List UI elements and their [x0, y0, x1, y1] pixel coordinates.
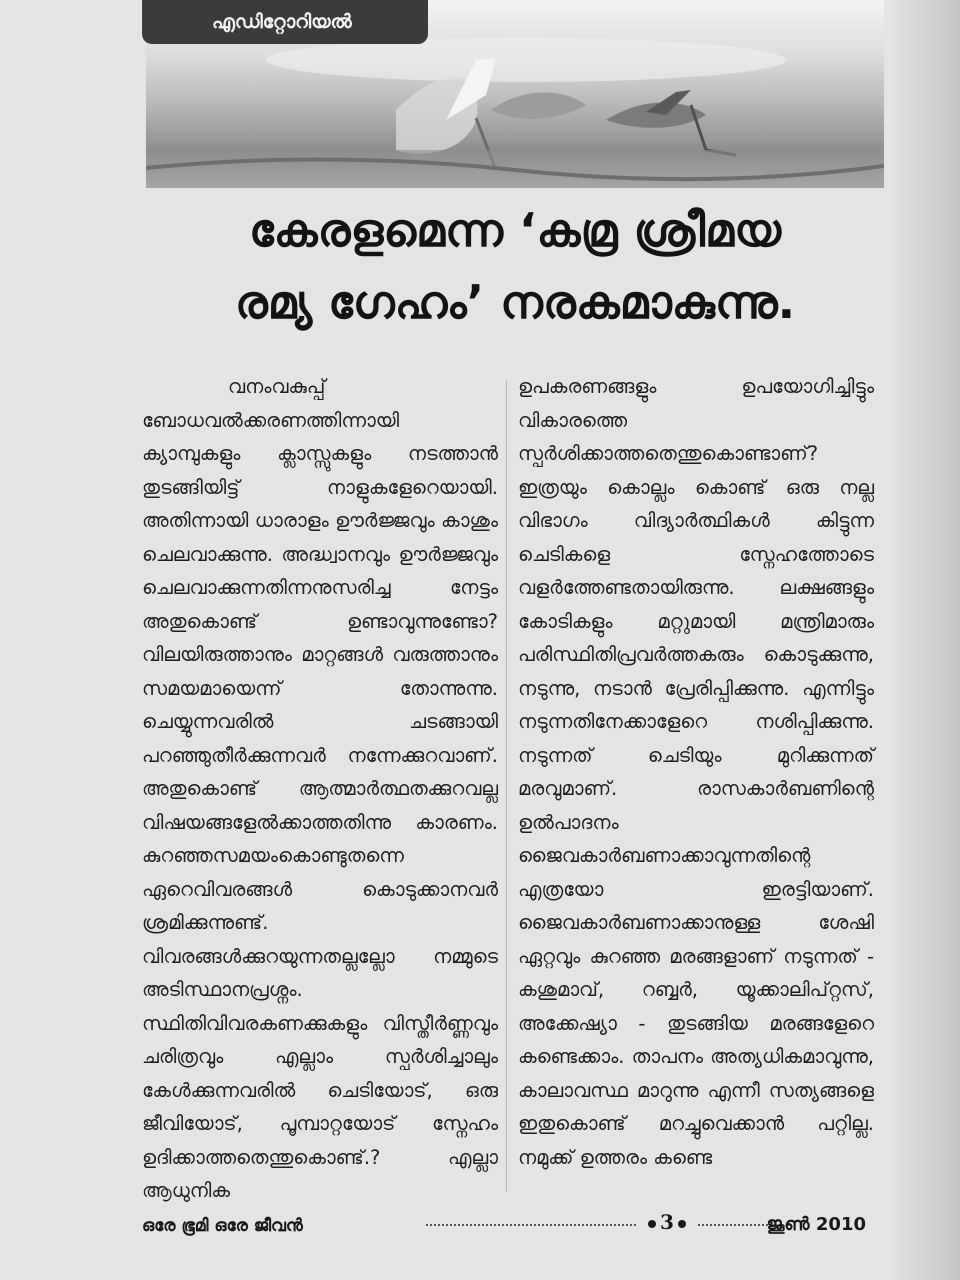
footer-magazine-name: ഒരേ ഭൂമി ഒരേ ജീവൻ: [142, 1216, 303, 1236]
body-right-column: [518, 370, 874, 1174]
headline: [146, 194, 884, 338]
footer-dotted-rule: [426, 1224, 776, 1226]
section-tag: എഡിറ്റോറിയൽ: [142, 0, 428, 44]
body-left-text: വനംവകുപ്പ് ബോധവൽക്കരണത്തിന്നായി ക്യാമ്പുകളും ക്ലാസ്സുകളും നടത്താൻ തുടങ്ങിയിട്ട് നാളുകളേറെയായി. അതിന്നായി ധാരാളം ഊർജ്ജവും കാശും ചെലവാക്കുന്നു. അദ്ധ്വാനവും ഊർജ്ജവും ചെലവാക്കുന്നതിന്നനുസരിച്ച നേട്ടം അതുകൊണ്ട് ഉണ്ടാവുന്നുണ്ടോ? വിലയിരുത്താനും മാറ്റങ്ങൾ വരുത്താനും സമയമായെന്ന് തോന്നുന്നു. ചെയ്യുന്നവരിൽ ചടങ്ങായി പറഞ്ഞുതീർക്കുന്നവർ നന്നേക്കുറവാണ്. അതുകൊണ്ട് ആത്മാർത്ഥതക്കുറവല്ല വിഷയങ്ങളേൽക്കാത്തതിന്നു കാരണം. കുറഞ്ഞസമയംകൊണ്ടുതന്നെ ഏറെവിവരങ്ങൾ കൊടുക്കാനവർ ശ്രമിക്കുന്നുണ്ട്. വിവരങ്ങൾക്കുറയുന്നതല്ലല്ലോ നമ്മുടെ അടിസ്ഥാനപ്രശ്നം. സ്ഥിതിവിവരകണക്കുകളും വിസ്തീർണ്ണവും ചരിത്രവും എല്ലാം സ്പർശിച്ചാലും കേൾക്കുന്നവരിൽ ചെടിയോട്, ഒരു ജീവിയോട്, പൂമ്പാറ്റയോട് സ്നേഹം ഉദിക്കാത്തതെന്തുകൊണ്ട്.? എല്ലാ ആധുനിക: [142, 375, 498, 1202]
page-footer: [142, 1204, 884, 1244]
body-right-text: ഉപകരണങ്ങളും ഉപയോഗിച്ചിട്ടും വികാരത്തെ സ്പർശിക്കാത്തതെന്തുകൊണ്ടാണ്? ഇത്രയും കൊല്ലം കൊണ്ട് ഒരു നല്ല വിഭാഗം വിദ്യാർത്ഥികൾ കിട്ടുന്ന ചെടികളെ സ്നേഹത്തോടെ വളർത്തേണ്ടതായിരുന്നു. ലക്ഷങ്ങളും കോടികളും മറ്റുമായി മന്ത്രിമാരും പരിസ്ഥിതിപ്രവർത്തകരും കൊടുക്കുന്നു, നടുന്നു, നടാൻ പ്രേരിപ്പിക്കുന്നു. എന്നിട്ടും നടുന്നതിനേക്കാളേറെ നശിപ്പിക്കുന്നു. നടുന്നത് ചെടിയും മുറിക്കുന്നത് മരവുമാണ്. രാസകാർബണിന്റെ ഉൽപാദനം ജൈവകാർബണാക്കാവുന്നതിന്റെ എത്രയോ ഇരട്ടിയാണ്. ജൈവകാർബണാക്കാനുള്ള ശേഷി ഏറ്റവും കുറഞ്ഞ മരങ്ങളാണ് നടുന്നത് - കശുമാവ്, റബ്ബർ, യൂക്കാലിപ്റ്റസ്, അക്കേഷ്യാ - തുടങ്ങിയ മരങ്ങളേറെ കണ്ടെക്കാം. താപനം അത്യധികമാവുന്നു, കാലാവസ്ഥ മാറുന്നു എന്നീ സത്യങ്ങളെ ഇതുകൊണ്ട് മറച്ചുവെക്കാൻ പറ്റില്ല. നമുക്ക് ഉത്തരം കണ്ടെ: [518, 375, 874, 1169]
headline-line-2: രമ്യ ഗേഹം’ നരകമാകുന്നു.: [234, 275, 796, 329]
footer-issue-date: ജൂൺ 2010: [766, 1214, 866, 1235]
page-edge-shadow: [890, 0, 960, 1280]
headline-line-1: കേരളമെന്ന ‘കമ്ര ശ്രീമയ: [249, 203, 781, 257]
page-number: 3: [636, 1210, 698, 1234]
column-divider: [506, 380, 507, 1192]
body-left-column: [142, 370, 498, 1208]
